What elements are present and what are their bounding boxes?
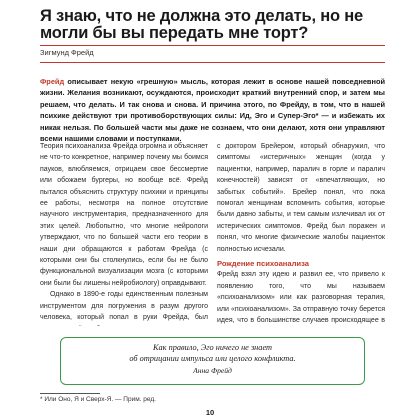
left-paragraph-2: Однако в 1890-е годы единственным полезным инструментом для погружения в разум другого человека, который попал в руки Фрейда, был xyxy=(40,291,208,322)
quote-line-2: об отрицании импульса или целого конфликта. xyxy=(129,354,296,363)
left-paragraph-1: Теория психоанализа Фрейда огромна и объясняет не что-то конкретное, например почему мы боимся пауков, влюбляемся, отрицаем свое бессмертие или обожаем бургеры, но вообще всё. Фрейд пытался объяснить структуру психики и принципы ее работы, несмотря на полное отсутствие научного инструментария, предназначенного для этих целей. Любопытно, что многие нейрологи утверждают, что по большей части его теории в наши дни обращаются к работам Фрейда (с которыми они бы столкнулись, если бы не было функциональной визуализации мозга (с которыми они были бы лишены нейробиологу) оправдывают. xyxy=(40,143,208,287)
intro-highlight: Фрейд xyxy=(40,77,65,86)
author-name: Зигмунд Фрейд xyxy=(40,48,94,57)
page-title: Я знаю, что не должна это делать, но не могли бы вы передать мне торт? xyxy=(40,7,364,42)
footnote-rule xyxy=(40,393,100,394)
right-paragraph-2: Фрейд взял эту идею и развил ее, что привело к появлению того, что мы называем «психоанализом» или как разговорная терапия, или «психоанализом». За отправную точку берется идея, что в большинстве случаев происходящее в xyxy=(217,271,385,325)
right-paragraph-1: с доктором Брейером, который обнаружил, что симптомы «истеричных» женщин (когда у пациентки, например, паралич в горле и паралич конечностей) зависят от «впечатляющих, но забытых событий». Брейер понял, что пока помогал женщинам вспомнить события, которые были давно забыты, и тем самым излечивал их от истерических симптомов. Фрейд был поражен и понял, что многие физические жалобы пациенток полностью исчезали. xyxy=(217,143,385,253)
quote-text xyxy=(61,342,364,364)
title-rule-top xyxy=(40,45,385,46)
section-subheading: Рождение психоанализа xyxy=(217,259,310,269)
intro-paragraph xyxy=(40,76,385,144)
quote-box xyxy=(60,337,365,385)
page-number: 10 xyxy=(205,408,215,417)
intro-text: описывает некую «грешную» мысль, которая лежит в основе нашей повседневной жизни. Желания возникают, осуждаются, происходит краткий внутренний спор, и затем мы решаем, что делать. И так снова и снова. И причина этого, по Фрейду, в том, что в нашей психике действуют три противоборствующих силы: Ид, Эго и Супер-Эго* — и избежать их никак нельзя. По большей части мы даже не сознаем, что они делают, хотя они управляют всеми нашими словами и поступками. xyxy=(40,77,385,144)
quote-author: Анна Фрейд xyxy=(193,366,232,375)
right-column xyxy=(217,141,385,326)
left-column xyxy=(40,141,208,326)
footnote: * Или Оно, Я и Сверх-Я. — Прим. ред. xyxy=(40,396,156,403)
title-rule-bottom xyxy=(40,62,385,63)
quote-line-1: Как правило, Эго ничего не знает xyxy=(152,343,273,352)
